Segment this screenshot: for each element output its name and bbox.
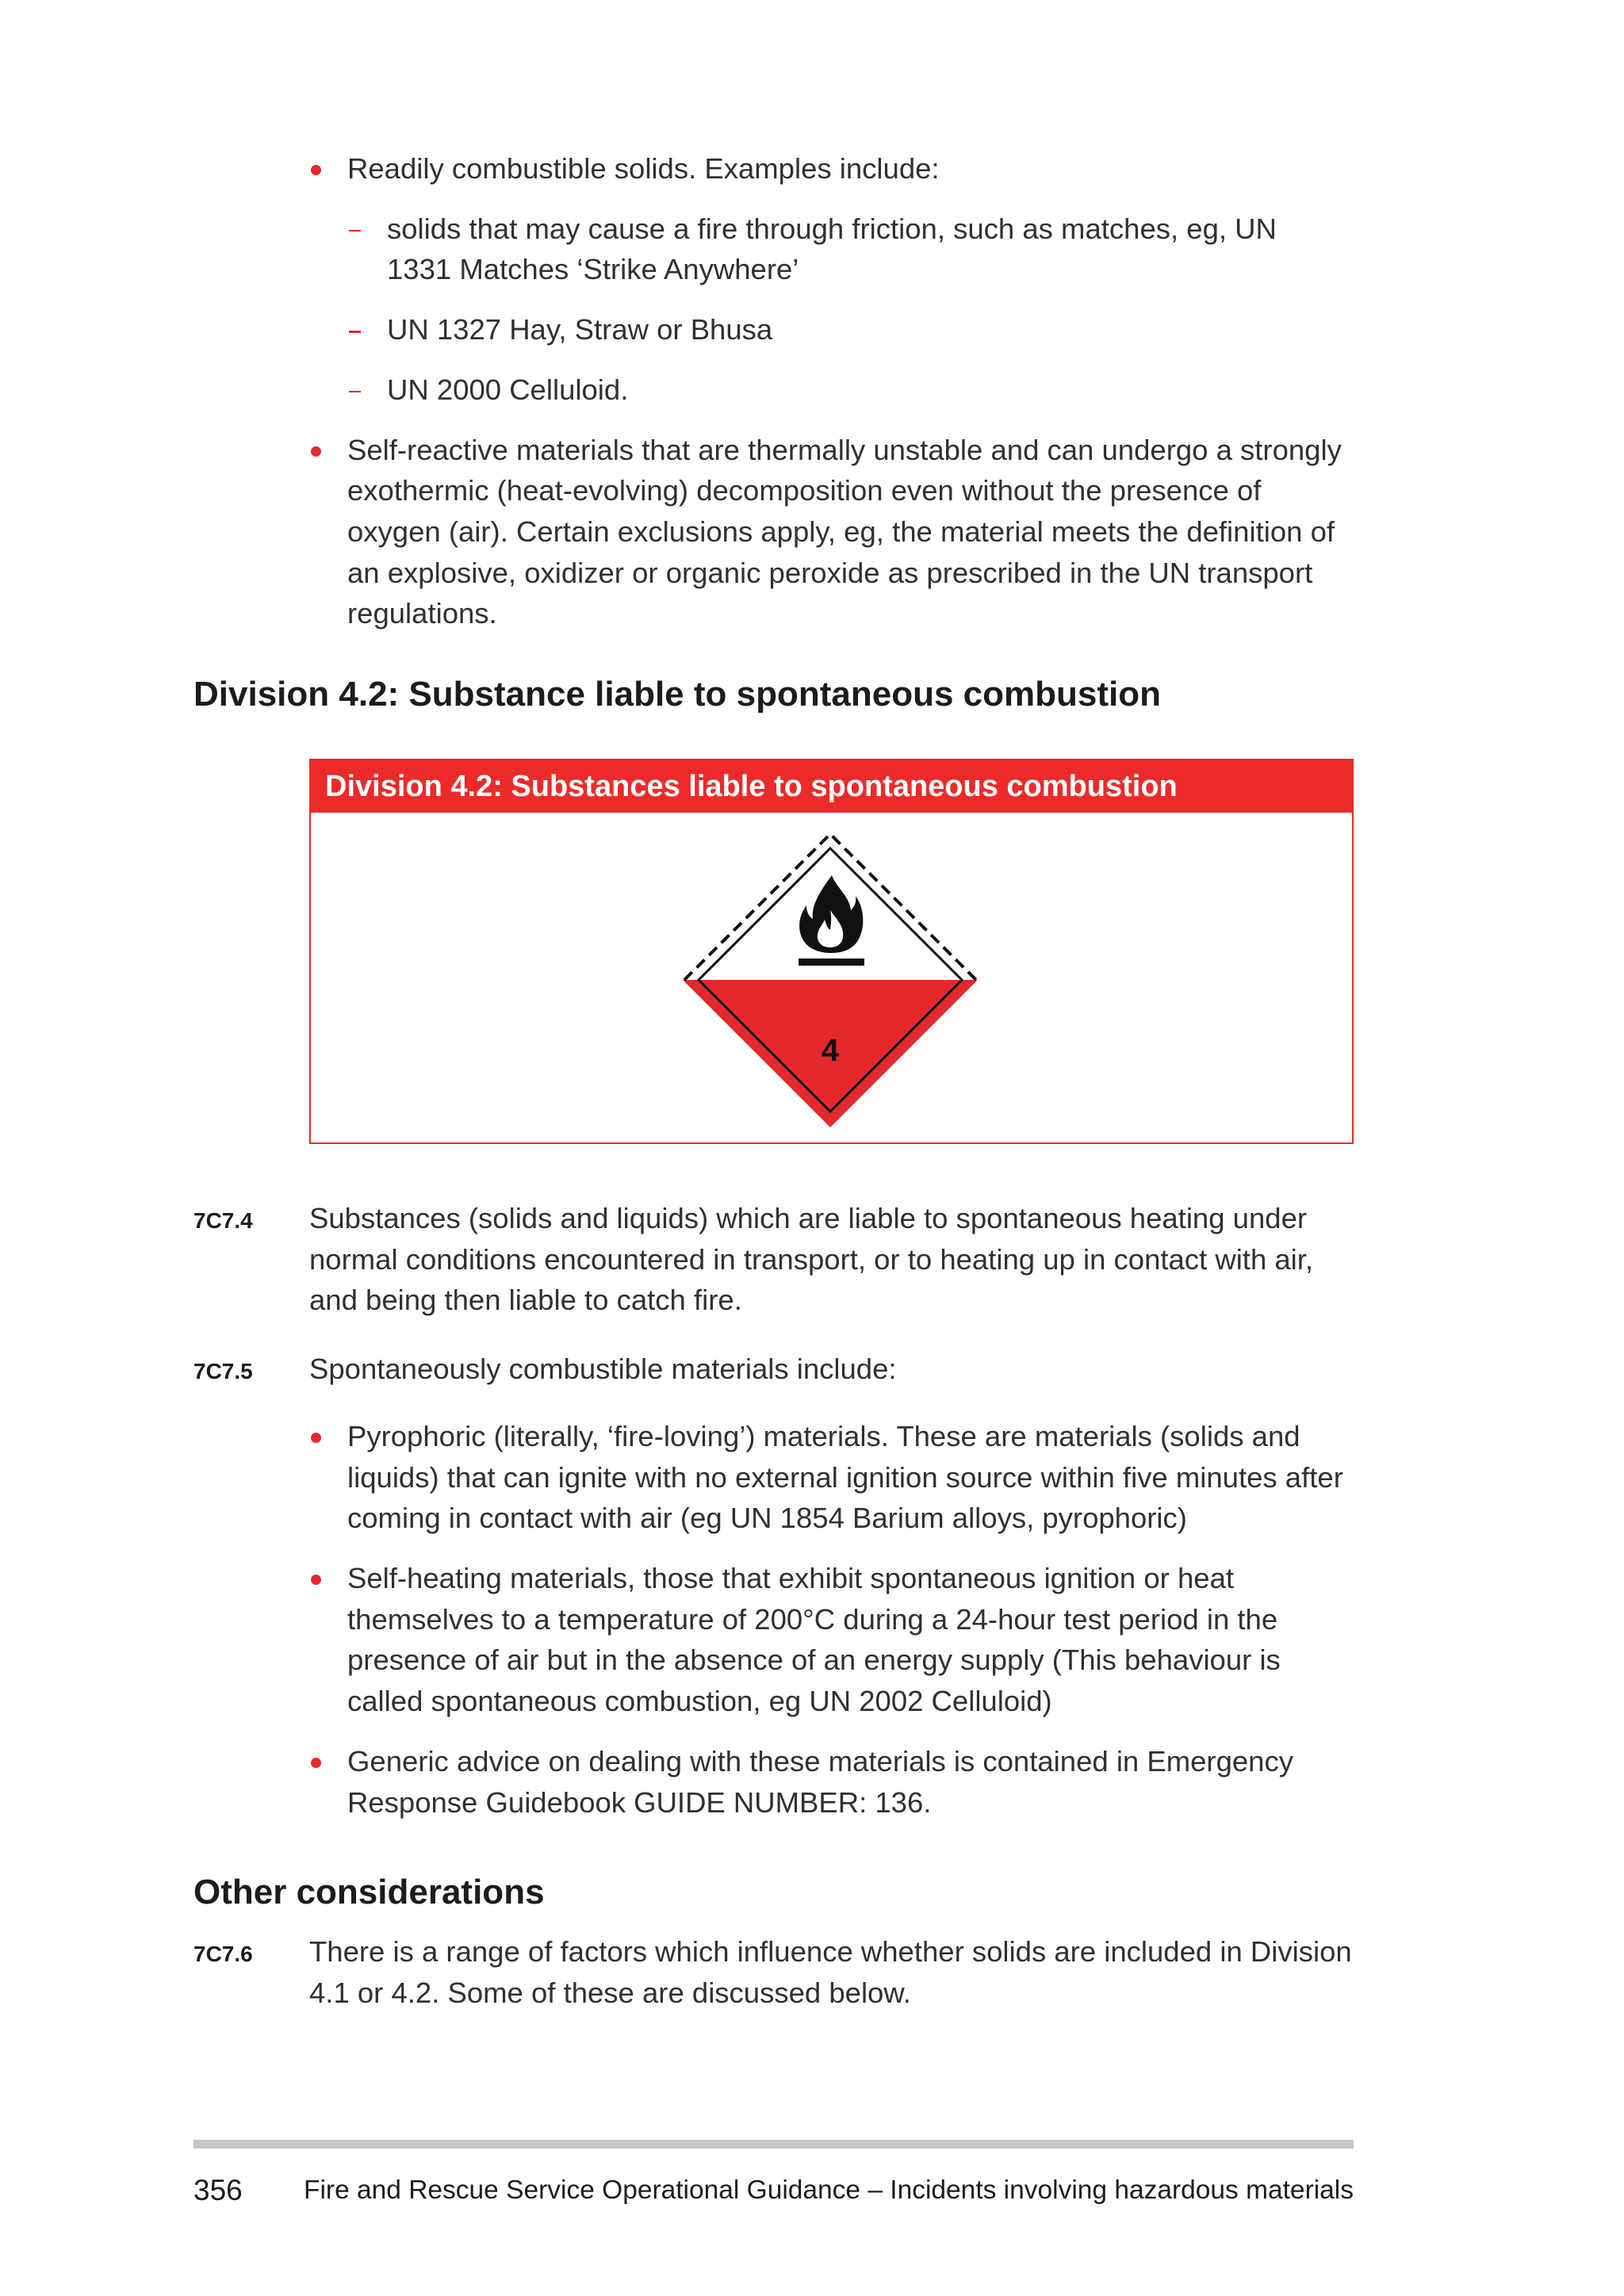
bullet-marker	[311, 446, 321, 457]
bullet-marker	[311, 1433, 321, 1443]
bullet-marker	[311, 1575, 321, 1585]
bullet-text-line: called spontaneous combustion, eg UN 2002 Celluloid)	[347, 1685, 1052, 1718]
footer-rule	[193, 2140, 1354, 2149]
dash-marker	[349, 391, 361, 393]
bullet-item	[347, 430, 1342, 635]
paragraph-text-line: Substances (solids and liquids) which are liable to spontaneous heating under	[309, 1202, 1308, 1234]
bullet-text-line: an explosive, oxidizer or organic peroxide as prescribed in the UN transport	[347, 556, 1313, 589]
paragraph-text-line: There is a range of factors which influence whether solids are included in Division	[309, 1935, 1352, 1968]
bullet-text-line: Pyrophoric (literally, ‘fire-loving’) materials. These are materials (solids and	[347, 1420, 1300, 1452]
bullet-text-line: themselves to a temperature of 200°C during a 24-hour test period in the	[347, 1602, 1278, 1636]
bullet-text-line: exothermic (heat-evolving) decomposition even without the presence of	[347, 474, 1262, 507]
sub-list-item	[387, 309, 772, 350]
numbered-paragraph	[193, 1931, 1352, 2013]
section-heading: Division 4.2: Substance liable to spontaneous combustion	[193, 675, 1161, 714]
sub-list-item	[387, 209, 1277, 290]
bullet-text-line: oxygen (air). Certain exclusions apply, eg, the material meets the definition of	[347, 515, 1335, 548]
sub-item-text-line: UN 2000 Celluloid.	[387, 373, 629, 406]
placard-figure	[309, 759, 1354, 1144]
numbered-paragraph	[193, 1198, 1314, 1321]
bullet-item	[347, 1558, 1281, 1722]
paragraph-number: 7C7.4	[193, 1208, 253, 1233]
bullet-text-line: presence of air but in the absence of an energy supply (This behaviour is	[347, 1644, 1281, 1677]
page-number: 356	[193, 2174, 243, 2206]
section-heading: Other considerations	[193, 1873, 545, 1911]
bullet-text-line: Self-heating materials, those that exhibit spontaneous ignition or heat	[347, 1562, 1235, 1594]
paragraph-number: 7C7.6	[193, 1942, 253, 1966]
bullet-item	[347, 1741, 1293, 1823]
bullet-item	[347, 148, 940, 189]
bullet-item	[347, 1416, 1343, 1539]
sub-item-text-line: UN 1327 Hay, Straw or Bhusa	[387, 313, 773, 346]
bullet-text-line: Response Guidebook GUIDE NUMBER: 136.	[347, 1785, 932, 1819]
paragraph-text-line: and being then liable to catch fire.	[309, 1284, 742, 1317]
bullet-text-line: liquids) that can ignite with no external ignition source within five minutes after	[347, 1460, 1343, 1494]
paragraph-text-line: normal conditions encountered in transport, or to heating up in contact with air,	[309, 1242, 1314, 1276]
paragraph-text-line: Spontaneously combustible materials include:	[309, 1353, 897, 1385]
bullet-marker	[311, 1758, 321, 1768]
bullet-text-line: coming in contact with air (eg UN 1854 Barium alloys, pyrophoric)	[347, 1502, 1187, 1535]
hazard-placard-icon	[680, 829, 981, 1131]
figure-title: Division 4.2: Substances liable to spontaneous combustion	[311, 760, 1352, 813]
footer-title: Fire and Rescue Service Operational Guidance – Incidents involving hazardous materials	[304, 2175, 1354, 2205]
class-number: 4	[821, 1033, 840, 1068]
sub-item-text-line: solids that may cause a fire through friction, such as matches, eg, UN	[387, 212, 1277, 245]
dash-marker	[349, 230, 361, 232]
bullet-text-line: Readily combustible solids. Examples include:	[347, 152, 940, 185]
dash-marker	[349, 331, 361, 333]
bullet-marker	[311, 165, 321, 175]
sub-item-text-line: 1331 Matches ‘Strike Anywhere’	[387, 253, 799, 286]
bullet-text-line: Generic advice on dealing with these materials is contained in Emergency	[347, 1745, 1293, 1777]
sub-list-item	[387, 369, 628, 411]
bullet-text-line: regulations.	[347, 597, 497, 630]
bullet-text-line: Self-reactive materials that are thermally unstable and can undergo a strongly	[347, 433, 1342, 466]
paragraph-number: 7C7.5	[193, 1359, 253, 1383]
numbered-paragraph	[193, 1349, 897, 1390]
paragraph-text-line: 4.1 or 4.2. Some of these are discussed below.	[309, 1976, 911, 2009]
